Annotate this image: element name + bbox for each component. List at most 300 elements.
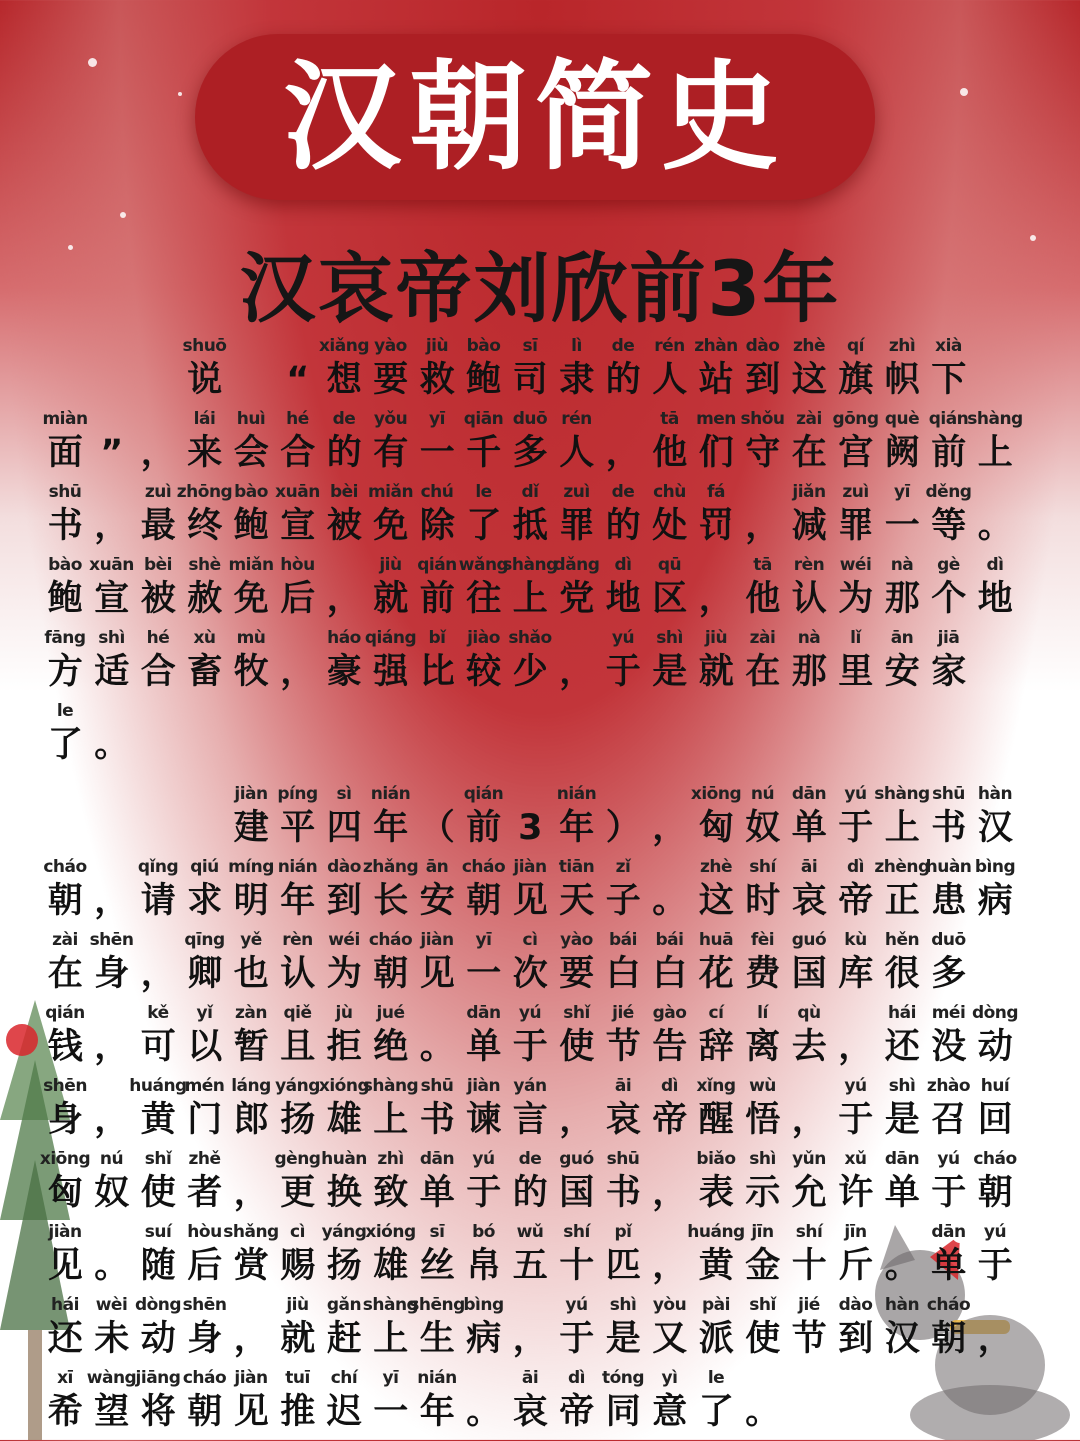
hanzi: 朝 — [931, 1319, 967, 1359]
text-line — [42, 1295, 1042, 1368]
hanzi: 未 — [94, 1319, 130, 1359]
pinyin: gèng — [274, 1149, 321, 1169]
hanzi: 方 — [47, 652, 83, 692]
pinyin: jiào — [467, 628, 500, 648]
sparkle — [960, 88, 968, 96]
pinyin: yì — [661, 1368, 678, 1388]
hanzi: 丝 — [419, 1246, 455, 1286]
pinyin: wèi — [95, 1295, 128, 1315]
pinyin: yú — [565, 1295, 588, 1315]
hanzi: 年 — [373, 808, 409, 848]
character-cell — [926, 628, 973, 701]
hanzi: 见 — [512, 881, 548, 921]
hanzi: 了 — [698, 1392, 734, 1432]
pinyin: zuì — [144, 482, 172, 502]
character-cell — [600, 1149, 647, 1222]
hanzi: 单 — [884, 1173, 920, 1213]
hanzi: 汉 — [977, 808, 1013, 848]
hanzi: 个 — [931, 579, 967, 619]
pinyin: hé — [146, 628, 170, 648]
hanzi: 。 — [652, 881, 688, 921]
hanzi: ， — [280, 652, 316, 692]
character-cell — [833, 1222, 880, 1295]
hanzi: 千 — [466, 433, 502, 473]
character-cell — [600, 784, 647, 857]
pinyin: ān — [425, 857, 449, 877]
pinyin: shì — [656, 628, 683, 648]
pinyin: jiù — [379, 555, 402, 575]
text-line — [42, 1076, 1042, 1149]
hanzi: 换 — [326, 1173, 362, 1213]
pinyin: méi — [931, 1003, 966, 1023]
hanzi: 费 — [745, 954, 781, 994]
hanzi: 意 — [652, 1392, 688, 1432]
pinyin: xuān — [89, 555, 134, 575]
pinyin: zhǎng — [362, 857, 419, 877]
hanzi: 也 — [233, 954, 269, 994]
hanzi: 3 — [518, 808, 543, 848]
pinyin: bào — [48, 555, 82, 575]
hanzi: 同 — [605, 1392, 641, 1432]
hanzi: 动 — [977, 1027, 1013, 1067]
hanzi: 地 — [605, 579, 641, 619]
hanzi: 畜 — [187, 652, 223, 692]
character-cell — [182, 336, 229, 409]
pinyin: tuī — [285, 1368, 310, 1388]
character-cell — [89, 784, 136, 857]
hanzi: 郎 — [233, 1100, 269, 1140]
hanzi: 派 — [698, 1319, 734, 1359]
hanzi: 身 — [94, 954, 130, 994]
pinyin: qián — [928, 409, 969, 429]
hanzi: 处 — [652, 506, 688, 546]
pinyin: bào — [234, 482, 268, 502]
hanzi: 安 — [419, 881, 455, 921]
pinyin: cháo — [461, 857, 506, 877]
hanzi: 朝 — [466, 881, 502, 921]
pinyin: shì — [749, 1149, 776, 1169]
pinyin: yī — [429, 409, 445, 429]
hanzi: 斤 — [838, 1246, 874, 1286]
pinyin: duō — [931, 930, 966, 950]
pinyin: shí — [749, 857, 776, 877]
hanzi: 想 — [326, 360, 362, 400]
pinyin: wéi — [328, 930, 360, 950]
pinyin: bǐ — [428, 628, 446, 648]
hanzi: 回 — [977, 1100, 1013, 1140]
hanzi: 那 — [884, 579, 920, 619]
hanzi: 帜 — [884, 360, 920, 400]
hanzi: 站 — [698, 360, 734, 400]
pinyin: děng — [925, 482, 972, 502]
hanzi: 五 — [512, 1246, 548, 1286]
character-cell — [228, 628, 275, 701]
hanzi: 四 — [326, 808, 362, 848]
hanzi: 豪 — [326, 652, 362, 692]
hanzi: 又 — [652, 1319, 688, 1359]
hanzi: 匈 — [47, 1173, 83, 1213]
pinyin-text-body — [39, 336, 1042, 1441]
hanzi: 这 — [791, 360, 827, 400]
pinyin: dì — [568, 1368, 585, 1388]
hanzi: 被 — [140, 579, 176, 619]
hanzi: 花 — [698, 954, 734, 994]
hanzi: 宣 — [94, 579, 130, 619]
pinyin: guó — [791, 930, 827, 950]
character-cell — [461, 1295, 508, 1368]
pinyin: de — [518, 1149, 542, 1169]
hanzi: 多 — [512, 433, 548, 473]
pinyin: shēn — [182, 1295, 227, 1315]
pinyin: zhàn — [694, 336, 738, 356]
pinyin: qiú — [190, 857, 219, 877]
pinyin: qiě — [283, 1003, 312, 1023]
hanzi: ， — [233, 1173, 269, 1213]
hanzi: 面 — [47, 433, 83, 473]
character-cell — [368, 1003, 415, 1076]
pinyin: dān — [419, 1149, 455, 1169]
hanzi: 许 — [838, 1173, 874, 1213]
character-cell — [89, 701, 136, 774]
pinyin: jù — [335, 1003, 353, 1023]
pinyin: yī — [894, 482, 910, 502]
hanzi: 患 — [931, 881, 967, 921]
hanzi: ， — [140, 433, 176, 473]
hanzi: 为 — [326, 954, 362, 994]
pinyin: biǎo — [696, 1149, 736, 1169]
hanzi: 强 — [373, 652, 409, 692]
hanzi: ， — [652, 1246, 688, 1286]
pinyin: lái — [193, 409, 216, 429]
pinyin: jiù — [425, 336, 449, 356]
hanzi: 说 — [187, 360, 223, 400]
hanzi: 钱 — [47, 1027, 83, 1067]
pinyin: shuō — [182, 336, 227, 356]
pinyin: zhào — [926, 1076, 971, 1096]
pinyin: zhì — [377, 1149, 404, 1169]
hanzi: 适 — [94, 652, 130, 692]
hanzi: 就 — [698, 652, 734, 692]
hanzi: 库 — [838, 954, 874, 994]
pinyin: shǒu — [740, 409, 785, 429]
pinyin: men — [696, 409, 736, 429]
pinyin: bèi — [329, 482, 359, 502]
hanzi: 表 — [698, 1173, 734, 1213]
pinyin: jiù — [286, 1295, 309, 1315]
hanzi: 使 — [559, 1027, 595, 1067]
character-cell — [42, 857, 89, 930]
hanzi: 长 — [373, 881, 409, 921]
hanzi: 地 — [977, 579, 1013, 619]
pinyin: suí — [144, 1222, 172, 1242]
pinyin: lì — [571, 336, 582, 356]
pinyin: jiàn — [420, 930, 454, 950]
pinyin: nián — [277, 857, 318, 877]
pinyin: shǎo — [508, 628, 552, 648]
pinyin: shàng — [362, 1295, 419, 1315]
pinyin: shū — [420, 1076, 454, 1096]
pinyin: dì — [986, 555, 1004, 575]
character-cell — [972, 1295, 1019, 1368]
hanzi: 哀 — [512, 1392, 548, 1432]
hanzi: 区 — [652, 579, 688, 619]
hanzi: 见 — [47, 1246, 83, 1286]
hanzi: 是 — [605, 1319, 641, 1359]
hanzi: 的 — [605, 360, 641, 400]
hanzi: 。 — [977, 506, 1013, 546]
hanzi: 上 — [512, 579, 548, 619]
pinyin: shēn — [43, 1076, 87, 1096]
page-title: 汉朝简史 — [282, 48, 787, 186]
text-line — [42, 555, 1042, 628]
pinyin: shēn — [89, 930, 134, 950]
hanzi: 宫 — [838, 433, 874, 473]
pinyin: dòng — [134, 1295, 182, 1315]
hanzi: 帝 — [838, 881, 874, 921]
pinyin: yě — [240, 930, 262, 950]
pinyin: yú — [937, 1149, 960, 1169]
pinyin: xǐng — [696, 1076, 736, 1096]
character-cell — [740, 1368, 787, 1441]
hanzi: ， — [698, 579, 734, 619]
pinyin: shí — [563, 1222, 590, 1242]
pinyin: dào — [327, 857, 361, 877]
hanzi: 节 — [791, 1319, 827, 1359]
pinyin: dān — [931, 1222, 966, 1242]
character-cell — [967, 409, 1023, 482]
pinyin: dǐ — [521, 482, 539, 502]
character-cell — [972, 555, 1019, 628]
hanzi: 雄 — [326, 1100, 362, 1140]
pinyin: le — [56, 701, 74, 721]
pinyin: cháo — [43, 857, 87, 877]
hanzi: 了 — [466, 506, 502, 546]
hanzi: 就 — [280, 1319, 316, 1359]
hanzi: 到 — [838, 1319, 874, 1359]
hanzi: 的 — [512, 1173, 548, 1213]
hanzi: 奴 — [94, 1173, 130, 1213]
pinyin: dòng — [971, 1003, 1019, 1023]
hanzi: 们 — [698, 433, 734, 473]
pinyin: xǔ — [844, 1149, 867, 1169]
hanzi: 帝 — [559, 1392, 595, 1432]
hanzi: 比 — [419, 652, 455, 692]
pinyin: dào — [838, 1295, 873, 1315]
character-cell — [182, 1149, 229, 1222]
hanzi: 一 — [419, 433, 455, 473]
character-cell — [89, 930, 136, 1003]
hanzi: 是 — [652, 652, 688, 692]
character-cell — [740, 1076, 787, 1149]
pinyin: shì — [98, 628, 125, 648]
pinyin: shǐ — [144, 1149, 172, 1169]
pinyin: dǎng — [553, 555, 600, 575]
pinyin: zuì — [563, 482, 590, 502]
pinyin: jīn — [751, 1222, 774, 1242]
hanzi: 病 — [466, 1319, 502, 1359]
pinyin: píng — [277, 784, 318, 804]
hanzi: 鲍 — [466, 360, 502, 400]
pinyin: yǐ — [196, 1003, 213, 1023]
character-cell — [786, 1003, 833, 1076]
hanzi: 赐 — [280, 1246, 316, 1286]
character-cell — [89, 409, 136, 482]
character-cell — [42, 1222, 89, 1295]
pinyin: tā — [753, 555, 772, 575]
hanzi: 要 — [559, 954, 595, 994]
pinyin: sī — [522, 336, 538, 356]
pinyin: qǐng — [137, 857, 179, 877]
hanzi: 还 — [47, 1319, 83, 1359]
hanzi: ” — [100, 433, 124, 473]
hanzi: 推 — [280, 1392, 316, 1432]
pinyin: xiōng — [39, 1149, 91, 1169]
hanzi: ， — [326, 579, 362, 619]
hanzi: 节 — [605, 1027, 641, 1067]
hanzi: ， — [652, 808, 688, 848]
character-cell — [228, 336, 275, 409]
hanzi: 天 — [559, 881, 595, 921]
hanzi: 朝 — [47, 881, 83, 921]
pinyin: miàn — [42, 409, 88, 429]
pinyin: hái — [888, 1003, 916, 1023]
character-cell — [507, 1076, 554, 1149]
hanzi: 于 — [466, 1173, 502, 1213]
character-cell — [554, 784, 601, 857]
hanzi: ， — [512, 1319, 548, 1359]
hanzi: 里 — [838, 652, 874, 692]
pinyin: de — [611, 482, 635, 502]
pinyin: bìng — [974, 857, 1016, 877]
hanzi: 子 — [605, 881, 641, 921]
hanzi: 这 — [698, 881, 734, 921]
hanzi: 是 — [884, 1100, 920, 1140]
pinyin: hái — [51, 1295, 79, 1315]
hanzi: 白 — [605, 954, 641, 994]
hanzi: 。 — [884, 1246, 920, 1286]
hanzi: 卿 — [187, 954, 223, 994]
hanzi: ， — [94, 1027, 130, 1067]
character-cell — [972, 1076, 1019, 1149]
hanzi: 告 — [652, 1027, 688, 1067]
hanzi: 见 — [233, 1392, 269, 1432]
hanzi: 多 — [931, 954, 967, 994]
hanzi: ， — [94, 1100, 130, 1140]
pinyin: hòu — [280, 555, 315, 575]
hanzi: ， — [838, 1027, 874, 1067]
hanzi: 于 — [931, 1173, 967, 1213]
pinyin: bào — [466, 336, 501, 356]
hanzi: 了 — [47, 725, 83, 765]
pinyin: qū — [657, 555, 682, 575]
hanzi: （ — [419, 808, 455, 848]
hanzi: ， — [977, 1319, 1013, 1359]
pinyin: nián — [417, 1368, 457, 1388]
hanzi: 还 — [884, 1027, 920, 1067]
text-line — [42, 857, 1042, 930]
hanzi: 上 — [884, 808, 920, 848]
text-line — [42, 701, 1042, 774]
hanzi: 来 — [187, 433, 223, 473]
hanzi: 司 — [512, 360, 548, 400]
hanzi: 十 — [559, 1246, 595, 1286]
character-cell — [972, 482, 1019, 555]
pinyin: mén — [184, 1076, 225, 1096]
character-cell — [414, 1368, 461, 1441]
hanzi: 白 — [652, 954, 688, 994]
pinyin: háo — [327, 628, 361, 648]
pinyin: gào — [652, 1003, 687, 1023]
hanzi: 他 — [652, 433, 688, 473]
character-cell — [647, 555, 694, 628]
character-cell — [42, 1076, 89, 1149]
character-cell — [600, 1222, 647, 1295]
hanzi: 旗 — [838, 360, 874, 400]
hanzi: 召 — [931, 1100, 967, 1140]
pinyin: shì — [888, 1076, 916, 1096]
pinyin: fèi — [750, 930, 775, 950]
pinyin: rèn — [282, 930, 313, 950]
character-cell — [275, 555, 322, 628]
hanzi: 在 — [791, 433, 827, 473]
hanzi: 时 — [745, 881, 781, 921]
pinyin: chù — [653, 482, 686, 502]
pinyin: ān — [890, 628, 914, 648]
pinyin: yáng — [321, 1222, 367, 1242]
character-cell — [42, 482, 89, 555]
hanzi: 辞 — [698, 1027, 734, 1067]
pinyin: gǎn — [326, 1295, 362, 1315]
character-cell — [368, 784, 415, 857]
pinyin: zuì — [842, 482, 869, 502]
hanzi: 次 — [512, 954, 548, 994]
hanzi: 较 — [466, 652, 502, 692]
hanzi: 免 — [373, 506, 409, 546]
hanzi: 醒 — [698, 1100, 734, 1140]
pinyin: cháo — [926, 1295, 971, 1315]
pinyin: lǐ — [850, 628, 861, 648]
pinyin: jiàn — [513, 857, 547, 877]
hanzi: 朝 — [977, 1173, 1013, 1213]
hanzi: ） — [605, 808, 641, 848]
pinyin: qián — [463, 784, 504, 804]
pinyin: shǐ — [563, 1003, 590, 1023]
character-cell — [42, 701, 89, 774]
hanzi: 者 — [187, 1173, 223, 1213]
hanzi: 一 — [466, 954, 502, 994]
pinyin: wǔ — [516, 1222, 544, 1242]
pinyin: yào — [560, 930, 593, 950]
pinyin: jīn — [844, 1222, 867, 1242]
hanzi: 到 — [745, 360, 781, 400]
pinyin: shàng — [362, 1076, 419, 1096]
pinyin: dān — [884, 1149, 920, 1169]
hanzi: 扬 — [280, 1100, 316, 1140]
pinyin: dì — [847, 857, 864, 877]
hanzi: 上 — [977, 433, 1013, 473]
hanzi: 单 — [931, 1246, 967, 1286]
text-line — [42, 1368, 1042, 1441]
pinyin: bái — [609, 930, 637, 950]
hanzi: 认 — [791, 579, 827, 619]
character-cell — [972, 1149, 1019, 1222]
hanzi: 更 — [280, 1173, 316, 1213]
pinyin: nú — [750, 784, 775, 804]
pinyin: zhōng — [176, 482, 233, 502]
hanzi: ， — [652, 1173, 688, 1213]
hanzi: 人 — [652, 360, 688, 400]
hanzi: 在 — [47, 954, 83, 994]
